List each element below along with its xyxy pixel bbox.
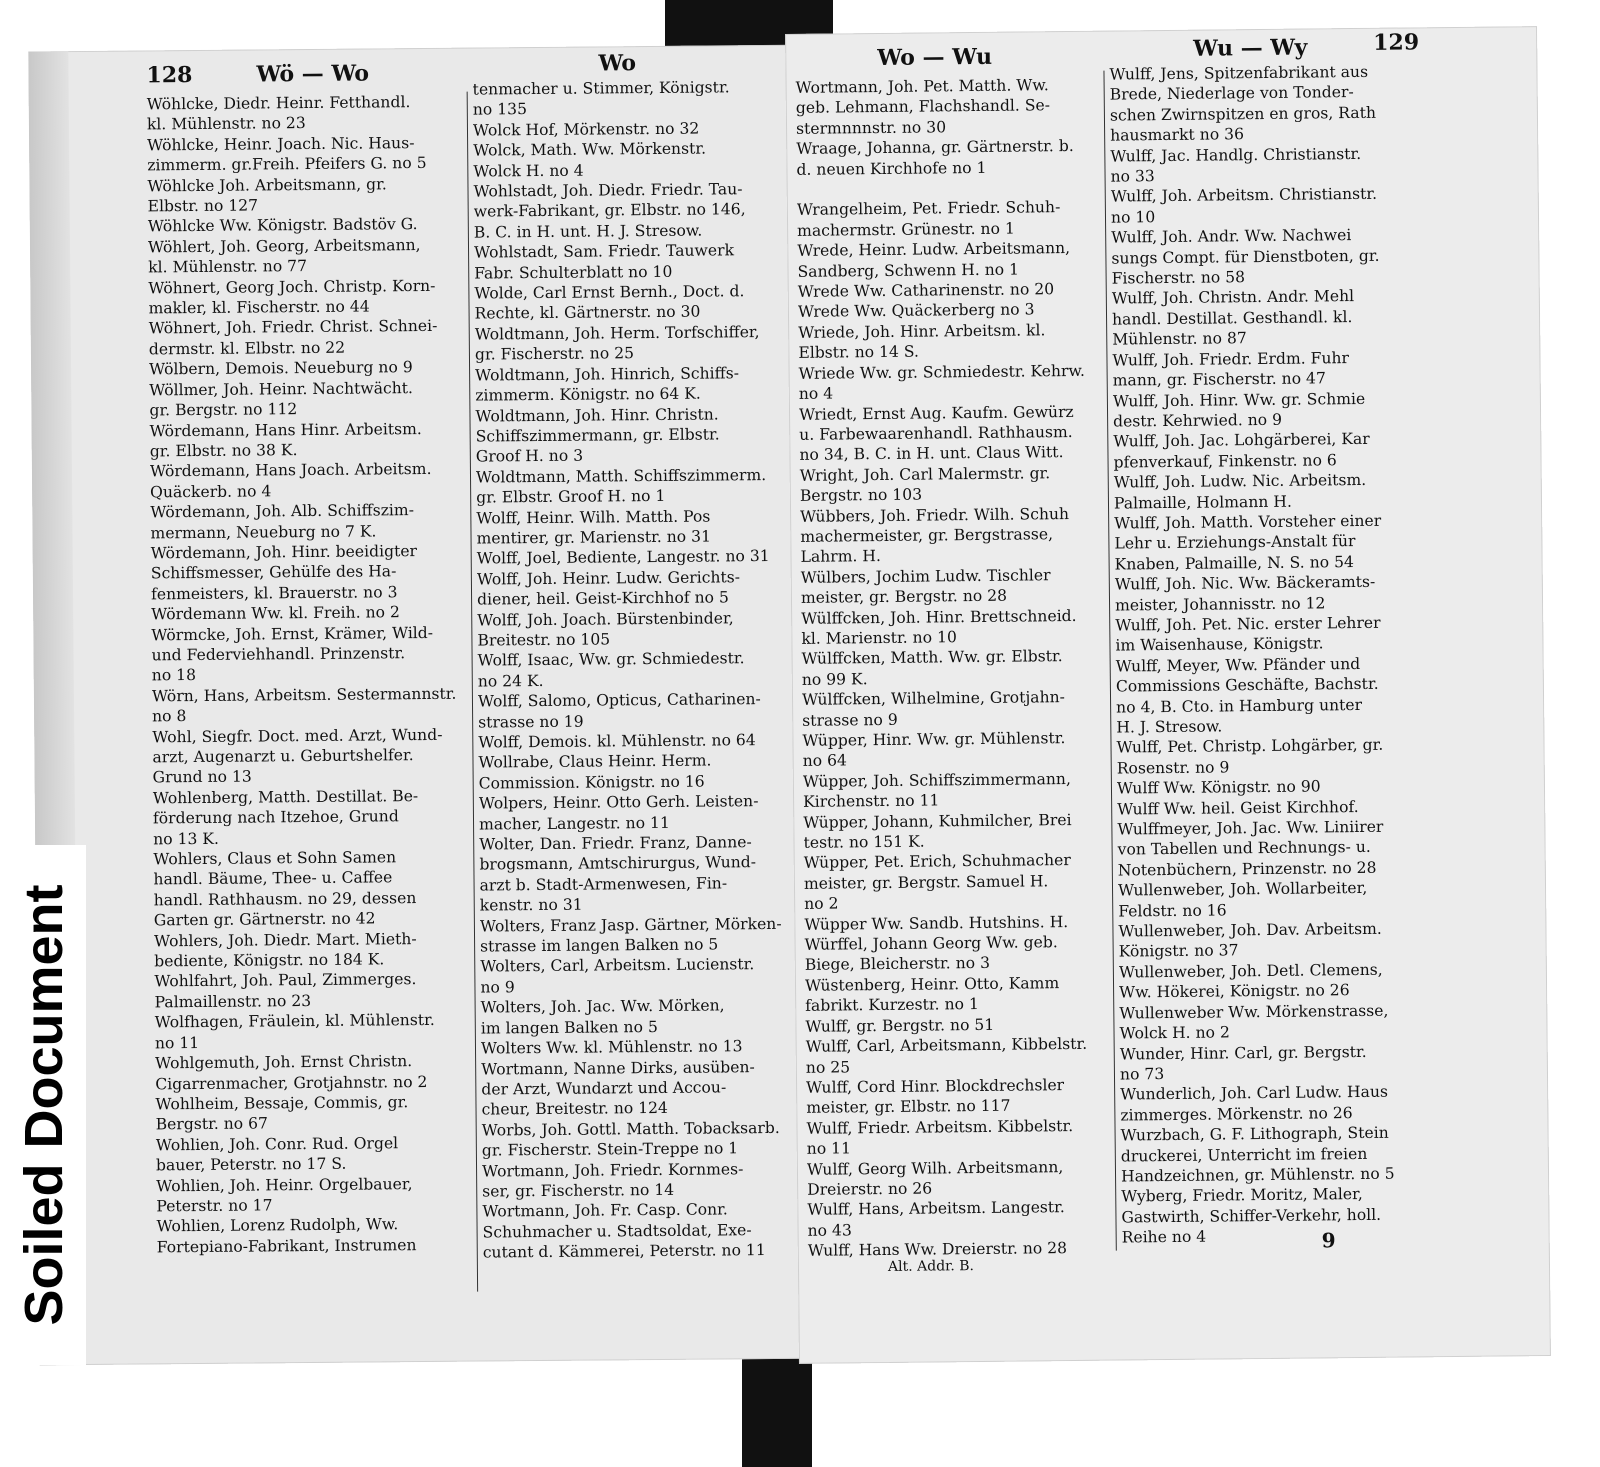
entry-line: förderung nach Itzehoe, Grund (152, 807, 399, 828)
entry-line: Ww. Hökerei, Königstr. no 26 (1119, 981, 1350, 1002)
entry-line: Lahrm. H. (800, 547, 882, 567)
entry-line: Wulff, gr. Bergstr. no 51 (805, 1015, 995, 1036)
entry-line: gr. Fischerstr. Stein-Treppe no 1 (481, 1139, 739, 1160)
entry-line: werk-Fabrikant, gr. Elbstr. no 146, (473, 200, 746, 222)
entry-line: Mühlenstr. no 87 (1112, 329, 1247, 349)
entry-line: kl. Mühlenstr. no 77 (148, 257, 308, 277)
entry-line: Wohlien, Lorenz Rudolph, Ww. (156, 1215, 399, 1236)
entry-line: zimmerges. Mörkenstr. no 26 (1120, 1103, 1353, 1125)
entry-line: der Arzt, Wundarzt und Accou- (481, 1078, 727, 1099)
entry-line: Wolters, Joh. Jac. Ww. Mörken, (480, 996, 725, 1017)
entry-line: Wolfhagen, Fräulein, kl. Mühlenstr. (154, 1011, 435, 1032)
entry-line: meister, gr. Bergstr. no 28 (800, 586, 1008, 607)
entry-line: Wulff, Joh. Friedr. Erdm. Fuhr (1112, 348, 1350, 370)
entry-line: no 8 (152, 707, 187, 726)
entry-line: Wolff, Demois. kl. Mühlenstr. no 64 (478, 731, 756, 752)
entry-line: Dreierstr. no 26 (807, 1179, 933, 1199)
entry-line: Wolck H. no 4 (473, 161, 584, 181)
entry-line: Commission. Königstr. no 16 (478, 772, 705, 793)
entry-line: Quäckerb. no 4 (150, 482, 272, 502)
entry-line: Wohlfahrt, Joh. Paul, Zimmerges. (154, 970, 417, 991)
entry-line: Wülffcken, Wilhelmine, Grotjahn- (801, 688, 1065, 710)
entry-line: Wrede, Heinr. Ludw. Arbeitsmann, (797, 239, 1071, 261)
entry-line: Wolff, Heinr. Wilh. Matth. Pos (476, 507, 711, 528)
entry-line: machermstr. Grünestr. no 1 (797, 219, 1015, 240)
entry-line: Wulff, Joh. Christn. Andr. Mehl (1111, 287, 1355, 309)
entry-line: Würffel, Johann Georg Ww. geb. (804, 933, 1058, 954)
entry-line: Palmaille, Holmann H. (1113, 492, 1292, 513)
entry-line: Wörmcke, Joh. Ernst, Krämer, Wild- (151, 623, 434, 644)
entry-line: Palmaillenstr. no 23 (154, 991, 312, 1012)
entry-line: Schiffsmesser, Gehülfe des Ha- (150, 562, 397, 583)
entry-line: no 10 (1110, 207, 1156, 227)
entry-line: Wördemann, Joh. Alb. Schiffszim- (150, 501, 415, 522)
entry-line: Fortepiano-Fabrikant, Instrumen (156, 1235, 417, 1257)
entry-line: Wolck, Math. Ww. Mörkenstr. (473, 139, 707, 160)
entry-line: Schiffszimmermann, gr. Elbstr. (475, 425, 720, 446)
entry-line: Woldtmann, Joh. Herm. Torfschiffer, (474, 322, 760, 344)
right-column-1 (796, 75, 1114, 1262)
entry-line: Wriede, Joh. Hinr. Arbeitsm. kl. (798, 321, 1046, 342)
entry-line: Groof H. no 3 (475, 446, 584, 466)
entry-line: macher, Langestr. no 11 (478, 813, 670, 834)
entry-line: Wohlien, Joh. Conr. Rud. Orgel (155, 1133, 399, 1155)
entry-line: Wulff, Meyer, Ww. Pfänder und (1115, 654, 1361, 676)
entry-line: Wüpper, Johann, Kuhmilcher, Brei (803, 810, 1072, 832)
entry-line: Wohlenberg, Matth. Destillat. Be- (152, 786, 419, 808)
gutter-bottom (742, 1352, 812, 1467)
entry-line: Notenbüchern, Prinzenstr. no 28 (1117, 858, 1377, 880)
entry-line: Wüpper, Joh. Schiffszimmermann, (802, 769, 1071, 791)
entry-line: handl. Rathhausm. no 29, dessen (153, 888, 417, 910)
entry-line: no 11 (154, 1033, 200, 1053)
entry-line: Wolff, Joh. Heinr. Ludw. Gerichts- (476, 568, 741, 589)
entry-line: no 9 (480, 978, 515, 997)
entry-line: Wulff, Joh. Ludw. Nic. Arbeitsm. (1113, 471, 1367, 492)
entry-line: Brede, Niederlage von Tonder- (1109, 83, 1354, 104)
entry-line: Biege, Bleicherstr. no 3 (804, 954, 991, 975)
entry-line: fenmeisters, kl. Brauerstr. no 3 (150, 582, 398, 604)
entry-line: Wüpper Ww. Sandb. Hutshins. H. (804, 912, 1069, 934)
entry-line: Feldstr. no 16 (1118, 901, 1227, 921)
entry-line: Wolff, Isaac, Ww. gr. Schmiedestr. (477, 649, 745, 670)
entry-line: Woldtmann, Joh. Hinrich, Schiffs- (475, 363, 740, 385)
entry-line: Handzeichnen, gr. Mühlenstr. no 5 (1120, 1164, 1395, 1186)
entry-line: Peterstr. no 17 (156, 1196, 273, 1216)
entry-line: Wullenweber, Joh. Detl. Clemens, (1118, 960, 1383, 982)
entry-line: Wölbern, Demois. Neueburg no 9 (148, 358, 413, 379)
entry-line: pfenverkauf, Finkenstr. no 6 (1113, 450, 1337, 472)
entry-line: Wohlers, Claus et Sohn Samen (153, 848, 397, 869)
right-column-2 (1109, 61, 1441, 1248)
entry-line: handl. Destillat. Gesthandl. kl. (1111, 307, 1353, 329)
entry-line: no 2 (804, 894, 839, 914)
entry-line: Wolff, Joh. Joach. Bürstenbinder, (477, 608, 734, 630)
entry-line: Wöllmer, Joh. Heinr. Nachtwächt. (149, 378, 414, 400)
entry-line: Wulff, Jens, Spitzenfabrikant aus (1109, 62, 1369, 84)
entry-line: strasse im langen Balken no 5 (480, 935, 719, 956)
entry-line: machermeister, gr. Bergstrasse, (800, 525, 1054, 546)
right-header-right: Wu — Wy (1193, 34, 1308, 62)
entry-line: no 135 (472, 100, 528, 119)
entry-line: Wohlstadt, Joh. Diedr. Friedr. Tau- (473, 180, 743, 201)
entry-line: Sandberg, Schwenn H. no 1 (797, 260, 1020, 281)
entry-line: strasse no 9 (802, 710, 898, 730)
entry-line: Wüpper, Pet. Erich, Schuhmacher (803, 851, 1071, 873)
entry-line: meister, Johannisstr. no 12 (1114, 593, 1326, 615)
entry-line: Wöhnert, Joh. Friedr. Christ. Schnei- (148, 317, 438, 338)
badge-label: Soiled Document (14, 884, 74, 1326)
entry-line: no 4, B. Cto. in Hamburg unter (1116, 695, 1363, 717)
entry-line: Wolck Hof, Mörkenstr. no 32 (472, 119, 700, 140)
entry-line: cheur, Breitestr. no 124 (481, 1099, 669, 1119)
entry-line: Wolff, Salomo, Opticus, Catharinen- (477, 690, 761, 711)
soiled-document-badge (0, 845, 86, 1365)
entry-line: Wübbers, Joh. Friedr. Wilh. Schuh (800, 504, 1070, 526)
entry-line: handl. Bäume, Thee- u. Caffee (153, 868, 393, 889)
entry-line: kenstr. no 31 (479, 895, 583, 915)
entry-line: druckerei, Unterricht im freien (1120, 1144, 1368, 1166)
entry-line: no 43 (807, 1221, 852, 1240)
entry-line: Wöhlcke, Heinr. Joach. Nic. Haus- (147, 133, 415, 155)
entry-line: Wolff, Joel, Bediente, Langestr. no 31 (476, 547, 770, 568)
entry-line: bauer, Peterstr. no 17 S. (155, 1154, 347, 1175)
entry-line: Wortmann, Joh. Pet. Matth. Ww. (795, 76, 1049, 97)
entry-line: dermstr. kl. Elbstr. no 22 (148, 338, 346, 359)
entry-line: Wohl, Siegfr. Doct. med. Arzt, Wund- (152, 725, 443, 746)
entry-line: Wulff, Georg Wilh. Arbeitsmann, (806, 1157, 1064, 1179)
entry-line: Cigarrenmacher, Grotjahnstr. no 2 (155, 1072, 428, 1093)
entry-line: no 99 K. (801, 669, 868, 689)
entry-line: geb. Lehmann, Flachshandl. Se- (795, 96, 1051, 118)
entry-line: Wüstenberg, Heinr. Otto, Kamm (804, 974, 1060, 995)
entry-line: Wollrabe, Claus Heinr. Herm. (478, 751, 712, 772)
entry-line: Wulff, Hans Ww. Dreierstr. no 28 (807, 1239, 1068, 1260)
entry-line: gr. Elbstr. no 38 K. (149, 441, 298, 461)
entry-line: Wulff, Joh. Hinr. Ww. gr. Schmie (1112, 389, 1366, 411)
entry-line: Wulff, Cord Hinr. Blockdrechsler (805, 1076, 1065, 1097)
entry-line: testr. no 151 K. (803, 832, 925, 852)
entry-line: Wulff, Joh. Matth. Vorsteher einer (1114, 511, 1382, 533)
entry-line: und Federviehhandl. Prinzenstr. (151, 644, 406, 665)
entry-line: cutant d. Kämmerei, Peterstr. no 11 (482, 1241, 766, 1262)
entry-line: meister, gr. Bergstr. Samuel H. (803, 872, 1049, 893)
entry-line: no 4 (798, 384, 834, 403)
entry-line: im Waisenhause, Königstr. (1115, 634, 1324, 655)
entry-line: Wördemann, Hans Hinr. Arbeitsm. (149, 419, 422, 440)
entry-line: hausmarkt no 36 (1110, 125, 1245, 145)
entry-line: Wolpers, Heinr. Otto Gerh. Leisten- (478, 792, 759, 813)
entry-line: Elbstr. no 127 (147, 196, 259, 216)
entry-line: strasse no 19 (478, 712, 584, 732)
entry-line: Wulff, Joh. Arbeitsm. Christianstr. (1110, 185, 1378, 207)
entry-line: Wolters, Carl, Arbeitsm. Lucienstr. (480, 955, 755, 977)
entry-line: Wolde, Carl Ernst Bernh., Doct. d. (474, 282, 745, 303)
entry-line: Wunder, Hinr. Carl, gr. Bergstr. (1119, 1042, 1367, 1064)
entry-line: mentirer, gr. Marienstr. no 31 (476, 527, 712, 548)
entry-line: gr. Bergstr. no 112 (149, 400, 298, 420)
left-page-number: 128 (146, 62, 193, 89)
entry-line: Elbstr. no 14 S. (798, 342, 920, 363)
entry-line: Woldtmann, Matth. Schiffszimmerm. (475, 465, 767, 487)
entry-line: Wulff, Joh. Pet. Nic. erster Lehrer (1115, 613, 1381, 635)
entry-line: Fabr. Schulterblatt no 10 (474, 262, 673, 283)
entry-line: Wöhlcke, Diedr. Heinr. Fetthandl. (146, 93, 411, 114)
entry-line: Wöhlcke Ww. Königstr. Badstöv G. (147, 215, 418, 236)
entry-line: mermann, Neueburg no 7 K. (150, 521, 377, 542)
entry-line: Wohlgemuth, Joh. Ernst Christn. (155, 1052, 413, 1073)
entry-line: von Tabellen und Rechnungs- u. (1117, 838, 1371, 859)
entry-line: Wullenweber Ww. Mörkenstrasse, (1119, 1001, 1389, 1023)
right-page-number: 129 (1373, 29, 1420, 56)
entry-line: Wullenweber, Joh. Wollarbeiter, (1117, 879, 1368, 900)
entry-line: Wulff, Joh. Andr. Ww. Nachwei (1111, 226, 1352, 247)
entry-line: Wördemann Ww. kl. Freih. no 2 (151, 603, 400, 624)
entry-line: Wullenweber, Joh. Dav. Arbeitsm. (1118, 919, 1382, 941)
entry-line: Wulff, Joh. Nic. Ww. Bäckeramts- (1114, 572, 1376, 594)
entry-line: Wöhlcke Joh. Arbeitsmann, gr. (147, 174, 387, 196)
entry-line: schen Zwirnspitzen en gros, Rath (1109, 103, 1377, 125)
entry-line: Wolters Ww. kl. Mühlenstr. no 13 (480, 1037, 743, 1058)
entry-line: Wulff, Pet. Christp. Lohgärber, gr. (1116, 736, 1384, 757)
entry-line: Commissions Geschäfte, Bachstr. (1115, 674, 1379, 696)
left-header-left: Wö — Wo (256, 60, 370, 88)
entry-line: im langen Balken no 5 (480, 1017, 658, 1038)
entry-line: Gastwirth, Schiffer-Verkehr, holl. (1121, 1205, 1382, 1227)
entry-line: Wördemann, Joh. Hinr. beeidigter (150, 542, 418, 563)
entry-line: Wunderlich, Joh. Carl Ludw. Haus (1120, 1083, 1389, 1104)
entry-line: Wrede Ww. Catharinenstr. no 20 (797, 280, 1055, 301)
entry-line: meister, gr. Elbstr. no 117 (806, 1096, 1011, 1118)
entry-line: diener, heil. Geist-Kirchhof no 5 (477, 588, 729, 609)
entry-line: Wraage, Johanna, gr. Gärtnerstr. b. (796, 137, 1074, 159)
entry-line: Wriede Ww. gr. Schmiedestr. Kehrw. (798, 361, 1085, 383)
entry-line: Wohlheim, Bessaje, Commis, gr. (155, 1093, 409, 1114)
entry-line: bediente, Königstr. no 184 K. (154, 950, 385, 971)
left-page (28, 45, 823, 1366)
entry-line: sungs Compt. für Dienstboten, gr. (1111, 246, 1380, 268)
entry-line: ser, gr. Fischerstr. no 14 (482, 1180, 675, 1201)
entry-line: fabrikt. Kurzestr. no 1 (805, 995, 979, 1016)
entry-line: Garten gr. Gärtnerstr. no 42 (153, 909, 376, 930)
entry-line: no 34, B. C. in H. unt. Claus Witt. (799, 443, 1064, 465)
entry-line: Wülffcken, Joh. Hinr. Brettschneid. (801, 606, 1077, 628)
entry-line: Wörn, Hans, Arbeitsm. Sestermannstr. (151, 684, 457, 706)
entry-line: Bergstr. no 103 (799, 485, 923, 505)
entry-line: Wurzbach, G. F. Lithograph, Stein (1120, 1123, 1389, 1145)
entry-line: d. neuen Kirchhofe no 1 (796, 158, 987, 179)
entry-line: Wulffmeyer, Joh. Jac. Ww. Liniirer (1117, 817, 1384, 839)
entry-line: Worbs, Joh. Gottl. Matth. Tobacksarb. (481, 1118, 780, 1140)
entry-line: Wohlstadt, Sam. Friedr. Tauwerk (473, 241, 735, 262)
entry-line: gr. Fischerstr. no 25 (474, 344, 635, 364)
entry-line: Wöhlert, Joh. Georg, Arbeitsmann, (147, 235, 421, 257)
entry-line: no 18 (151, 666, 197, 685)
entry-line: Wrede Ww. Quäckerberg no 3 (797, 300, 1035, 322)
entry-line: Bergstr. no 67 (155, 1114, 269, 1134)
entry-line: Wulff Ww. heil. Geist Kirchhof. (1117, 797, 1359, 819)
entry-line: Wulff Ww. Königstr. no 90 (1116, 777, 1321, 798)
entry-line: B. C. in H. unt. H. J. Stresow. (473, 221, 703, 242)
entry-line: Wortmann, Joh. Friedr. Kornmes- (481, 1159, 744, 1181)
entry-line: zimmerm. Königstr. no 64 K. (475, 384, 701, 405)
entry-line: Wright, Joh. Carl Malermstr. gr. (799, 463, 1051, 485)
entry-line: zimmerm. gr.Freih. Pfeifers G. no 5 (147, 154, 427, 175)
entry-line: u. Farbewaarenhandl. Rathhausm. (799, 422, 1073, 444)
entry-line: makler, kl. Fischerstr. no 44 (148, 297, 370, 318)
entry-line: Rosenstr. no 9 (1116, 758, 1230, 778)
entry-line: Wortmann, Nanne Dirks, ausüben- (481, 1057, 755, 1079)
entry-line: Wördemann, Hans Joach. Arbeitsm. (149, 460, 432, 481)
entry-line: Wöhnert, Georg Joch. Christp. Korn- (148, 276, 436, 298)
entry-line: Wülffcken, Matth. Ww. gr. Elbstr. (801, 647, 1063, 669)
signature-mark: 9 (1321, 1228, 1336, 1253)
entry-line: Reihe no 4 (1121, 1227, 1207, 1247)
entry-line: no 13 K. (153, 829, 220, 849)
entry-line: Kirchenstr. no 11 (803, 791, 940, 812)
entry-line: no 11 (806, 1139, 852, 1158)
entry-line: Wüpper, Hinr. Ww. gr. Mühlenstr. (802, 729, 1066, 750)
entry-line: Wolters, Franz Jasp. Gärtner, Mörken- (479, 914, 782, 936)
entry-line: no 64 (802, 751, 847, 771)
entry-line: tenmacher u. Stimmer, Königstr. (472, 78, 730, 99)
entry-line: arzt, Augenarzt u. Geburtshelfer. (152, 746, 414, 767)
entry-line: Königstr. no 37 (1118, 941, 1239, 961)
entry-line: Wyberg, Friedr. Moritz, Maler, (1121, 1185, 1363, 1206)
entry-line: Woldtmann, Joh. Hinr. Christn. (475, 404, 719, 426)
entry-line: Fischerstr. no 58 (1111, 268, 1246, 288)
entry-line: Wolck H. no 2 (1119, 1023, 1230, 1043)
entry-line: mann, gr. Fischerstr. no 47 (1112, 369, 1326, 390)
left-column-1 (147, 92, 469, 1258)
entry-line: Knaben, Palmaille, N. S. no 54 (1114, 552, 1354, 574)
entry-line: kl. Mühlenstr. no 23 (146, 114, 306, 134)
entry-line: arzt b. Stadt-Armenwesen, Fin- (479, 874, 728, 895)
entry-line: stermnnnstr. no 30 (795, 118, 947, 138)
entry-line: Wohlien, Joh. Heinr. Orgelbauer, (156, 1174, 413, 1195)
entry-line: no 33 (1110, 167, 1155, 186)
entry-line: Breitestr. no 105 (477, 630, 611, 650)
entry-line: Wriedt, Ernst Aug. Kaufm. Gewürz (798, 402, 1074, 424)
entry-line: no 25 (805, 1057, 851, 1077)
right-header-left: Wo — Wu (877, 43, 993, 72)
left-column-2 (473, 77, 799, 1263)
right-page (785, 26, 1551, 1364)
entry-line: H. J. Stresow. (1116, 717, 1223, 737)
left-header-right: Wo (598, 50, 637, 77)
entry-line: no 73 (1119, 1064, 1165, 1084)
entry-line: Wulff, Joh. Jac. Lohgärberei, Kar (1113, 430, 1370, 451)
entry-line: Wulff, Hans, Arbeitsm. Langestr. (807, 1198, 1065, 1220)
entry-line: Wulff, Jac. Handlg. Christianstr. (1110, 144, 1362, 166)
entry-line: Wrangelheim, Pet. Friedr. Schuh- (796, 198, 1061, 220)
entry-line: Wortmann, Joh. Fr. Casp. Conr. (482, 1200, 728, 1221)
page-footer: Alt. Addr. B. (887, 1258, 975, 1275)
entry-line: kl. Marienstr. no 10 (801, 628, 957, 648)
entry-line: Wulff, Friedr. Arbeitsm. Kibbelstr. (806, 1116, 1074, 1138)
entry-line: Lehr u. Erziehungs-Anstalt für (1114, 532, 1356, 553)
entry-line: Wohlers, Joh. Diedr. Mart. Mieth- (153, 929, 417, 951)
entry-line: gr. Elbstr. Groof H. no 1 (476, 487, 666, 507)
entry-line: Schuhmacher u. Stadtsoldat, Exe- (482, 1220, 752, 1242)
entry-line: Wulff, Carl, Arbeitsmann, Kibbelstr. (805, 1034, 1088, 1056)
entry-line: no 24 K. (477, 671, 544, 691)
entry-line: Rechte, kl. Gärtnerstr. no 30 (474, 303, 701, 324)
entry-line: Wolter, Dan. Friedr. Franz, Danne- (479, 833, 752, 854)
entry-line: destr. Kehrwied. no 9 (1113, 410, 1283, 431)
entry-line: brogsmann, Amtschirurgus, Wund- (479, 853, 757, 874)
entry-line: Grund no 13 (152, 767, 252, 787)
entry-line: Wülbers, Jochim Ludw. Tischler (800, 565, 1051, 587)
